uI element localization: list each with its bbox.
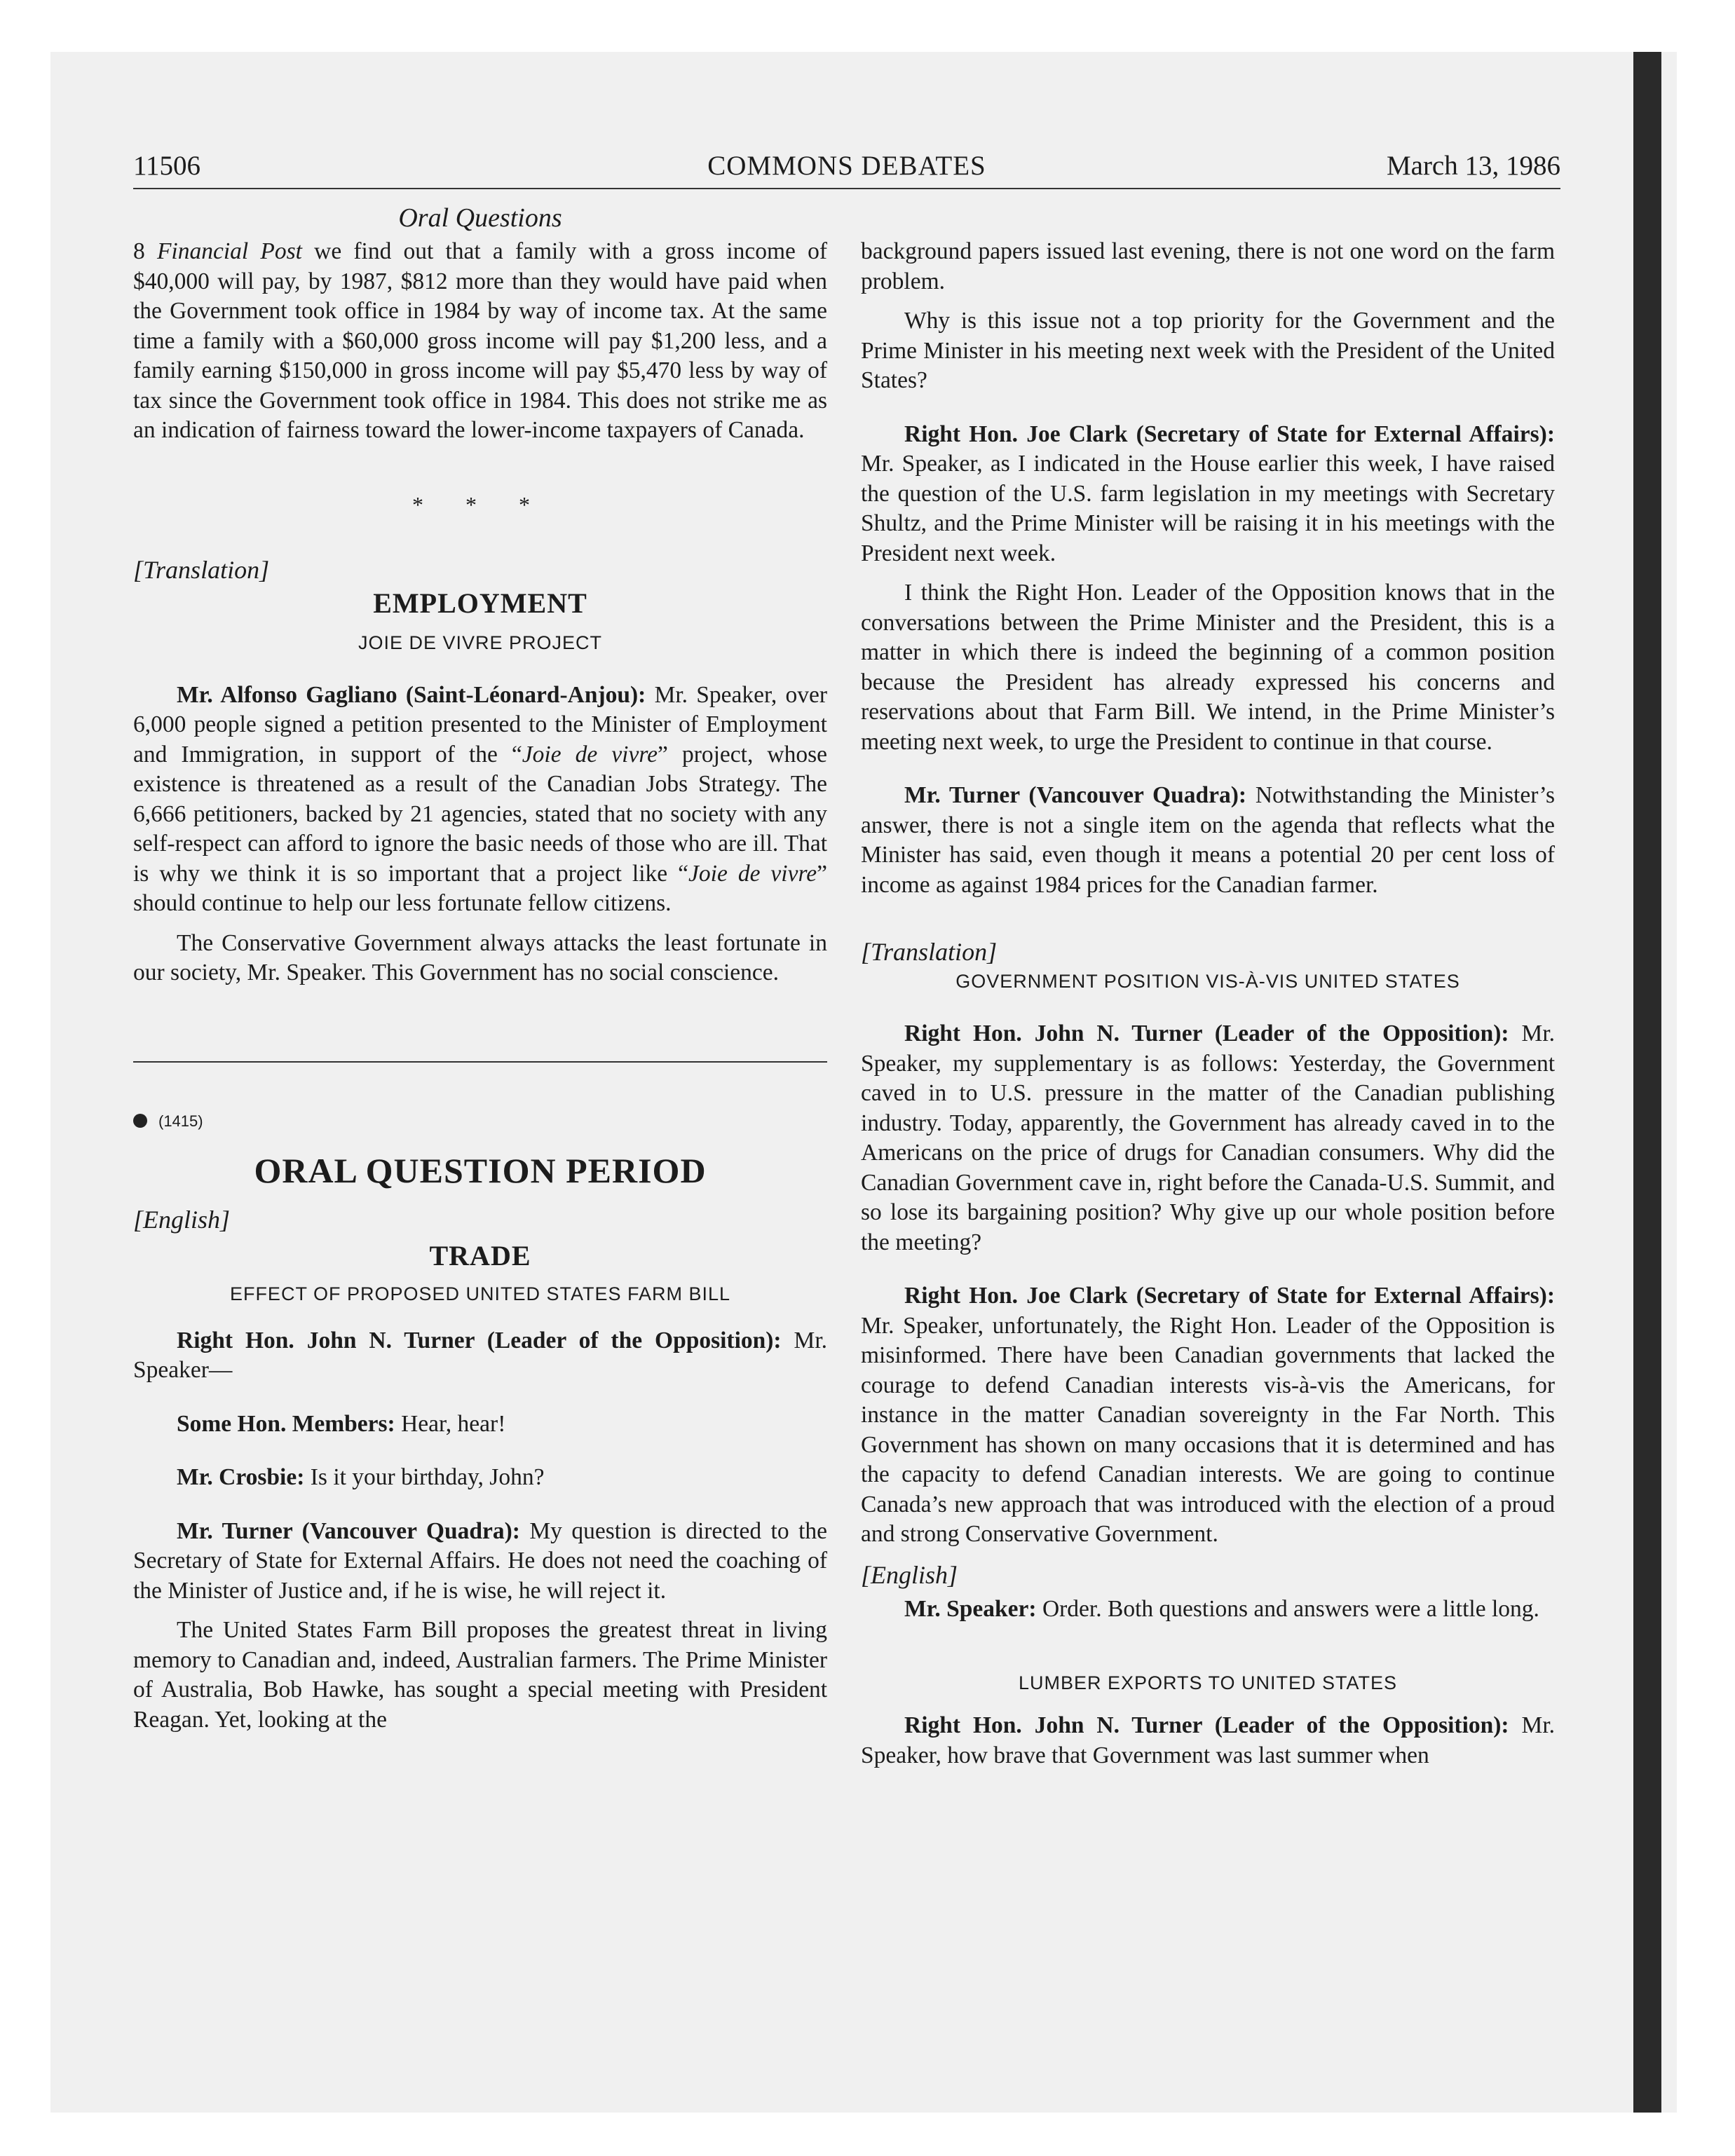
- speech-turner: [861, 1711, 1555, 1770]
- speech-text: Mr. Speaker, my supplementary is as follows: Yesterday, the Government caved in to U.S. pressure in the matter of the Canadian publishing industry. Today, apparently, the Government has already caved in to the Americans on the price of drugs for Canadian consumers. Why did the Canadian Government cave in, right before the Canada-U.S. Summit, and so lose its bargaining position? Why give up our whole position before the meeting?: [861, 1021, 1555, 1255]
- section-label: Oral Questions: [398, 203, 562, 233]
- paragraph: The United States Farm Bill proposes the greatest threat in living memory to Canadian and, indeed, Australian farmers. The Prime Minister of Australia, Bob Hawke, has sought a special meeting with President Reagan. Yet, looking at the: [133, 1617, 827, 1733]
- subheading-joie: JOIE DE VIVRE PROJECT: [358, 632, 603, 653]
- section-break-stars: * * *: [412, 491, 548, 517]
- scan-edge-bar: [1633, 52, 1661, 2113]
- left-column: [133, 237, 827, 1735]
- speech-text: Mr. Speaker, how brave that Government was last summer when: [861, 1712, 1555, 1768]
- bullet-dot-icon: [133, 1114, 147, 1128]
- speaker-name: Right Hon. John N. Turner (Leader of the Opposition):: [904, 1712, 1509, 1738]
- subheading-lumber: LUMBER EXPORTS TO UNITED STATES: [1018, 1672, 1398, 1693]
- language-marker: [English]: [133, 1205, 231, 1234]
- speaker-name: Right Hon. John N. Turner (Leader of the Opposition):: [177, 1327, 782, 1353]
- speech-text: Order. Both questions and answers were a little long.: [1036, 1595, 1539, 1622]
- speech-speaker: [861, 1595, 1555, 1625]
- speech-turner: [861, 1019, 1555, 1257]
- speech-text: Mr. Speaker—: [133, 1327, 827, 1383]
- horizontal-rule: [133, 1061, 827, 1063]
- paragraph: background papers issued last evening, there is not one word on the farm problem.: [861, 238, 1555, 294]
- paragraph: [133, 237, 827, 446]
- speech-text: Notwithstanding the Minister’s answer, there is not a single item on the agenda that reflects what the Minister has said, even though it means a potential 20 per cent loss of income as against 1984 prices for the Canadian farmer.: [861, 782, 1555, 898]
- page-number: 11506: [133, 151, 201, 181]
- paragraph-text: we find out that a family with a gross income of $40,000 will pay, by 1987, $812 more than they would have paid when the Government took office in 1984 by way of income tax. At the same time a family with a $60,000 gross income will pay $1,200 less, and a family earning $150,000 in gross income will pay $5,470 less by way of tax since the Government took office in 1984. This does not strike me as an indication of fairness toward the lower-income taxpayers of Canada.: [133, 238, 828, 443]
- paragraph: Why is this issue not a top priority for the Government and the Prime Minister in his meeting next week with the President of the United States?: [861, 308, 1555, 393]
- heading-trade: TRADE: [429, 1239, 531, 1271]
- project-name: Joie de vivre: [688, 860, 817, 887]
- speech-text: Mr. Speaker, as I indicated in the House earlier this week, I have raised the question of the U.S. farm legislation in my meetings with Secretary Shultz, and the Prime Minister will be raising it in his meetings with the President next week.: [861, 451, 1555, 566]
- publication-name: Financial Post: [156, 238, 302, 264]
- speech-turner: [133, 1517, 827, 1606]
- speech-turner: [133, 1326, 827, 1386]
- heading-employment: EMPLOYMENT: [373, 587, 587, 619]
- running-header: [133, 144, 1560, 189]
- paragraph: I think the Right Hon. Leader of the Opposition knows that in the conversations between the Prime Minister and the President, this is a matter in which there is indeed the beginning of a common position because the President has already expressed his concerns and reservations about that Farm Bill. We intend, in the Prime Minister’s meeting next week, to urge the President to continue in that course.: [861, 580, 1555, 755]
- right-column: [861, 237, 1555, 1770]
- speaker-name: Mr. Turner (Vancouver Quadra):: [177, 1517, 520, 1544]
- speaker-name: Right Hon. John N. Turner (Leader of the Opposition):: [904, 1021, 1509, 1046]
- speech-members: [133, 1410, 827, 1440]
- speech-clark: [861, 420, 1555, 569]
- footnote-number: 8: [133, 238, 145, 264]
- subheading-government-position: GOVERNMENT POSITION VIS-À-VIS UNITED STATES: [955, 971, 1460, 992]
- time-stamp: (1415): [158, 1112, 203, 1130]
- project-name: Joie de vivre: [522, 741, 658, 767]
- speaker-name: Mr. Speaker:: [904, 1595, 1037, 1622]
- speech-text: My question is directed to the Secretary of State for External Affairs. He does not need the coaching of the Minister of Justice and, if he is wise, he will reject it.: [133, 1517, 827, 1604]
- subheading-farm-bill: EFFECT OF PROPOSED UNITED STATES FARM BILL: [229, 1283, 731, 1304]
- issue-date: March 13, 1986: [1386, 151, 1560, 181]
- speaker-name: Right Hon. Joe Clark (Secretary of State for External Affairs):: [904, 421, 1555, 447]
- speech-turner: [861, 781, 1555, 900]
- speaker-name: Some Hon. Members:: [177, 1410, 395, 1437]
- speech-text: ” should continue to help our less fortunate fellow citizens.: [133, 860, 828, 916]
- speech-text: Is it your birthday, John?: [304, 1464, 545, 1490]
- speech-text: ” project, whose existence is threatened as a result of the Canadian Jobs Strategy. The 6,666 petitioners, backed by 21 agencies, stated that no society with any self-respect can afford to ignore the basic needs of those who are ill. That is why we think it is so important that a project like “: [133, 741, 827, 887]
- speaker-name: Right Hon. Joe Clark (Secretary of State for External Affairs):: [904, 1283, 1555, 1309]
- speech-crosbie: [133, 1463, 827, 1493]
- speech-text: Hear, hear!: [395, 1410, 506, 1437]
- speaker-name: Mr. Crosbie:: [177, 1464, 305, 1490]
- speaker-name: Mr. Turner (Vancouver Quadra):: [904, 782, 1247, 808]
- paragraph: The Conservative Government always attacks the least fortunate in our society, Mr. Speaker. This Government has no social conscience.: [133, 929, 827, 985]
- language-marker: [English]: [861, 1560, 958, 1589]
- speech-text: Mr. Speaker, over 6,000 people signed a petition presented to the Minister of Employment and Immigration, in support of the “: [133, 681, 828, 767]
- speech-clark: [861, 1281, 1555, 1550]
- speech-text: Mr. Speaker, unfortunately, the Right Hon. Leader of the Opposition is misinformed. There have been Canadian governments that lacked the courage to defend Canadian interests vis-à-vis the Americans, for instance in the matter Canadian sovereignty in the Far North. This Government has shown on many occasions that it is determined and has the capacity to defend Canadian interests. We are going to continue Canada’s new approach that was introduced with the election of a proud and strong Conservative Government.: [861, 1312, 1555, 1547]
- speech-gagliano: [133, 681, 827, 919]
- heading-oral-question-period: ORAL QUESTION PERIOD: [254, 1150, 707, 1190]
- publication-title: COMMONS DEBATES: [707, 151, 986, 181]
- language-marker: [Translation]: [861, 938, 998, 966]
- speaker-name: Mr. Alfonso Gagliano (Saint-Léonard-Anjou):: [177, 681, 646, 708]
- time-marker: [133, 1109, 827, 1134]
- language-marker: [Translation]: [133, 555, 270, 584]
